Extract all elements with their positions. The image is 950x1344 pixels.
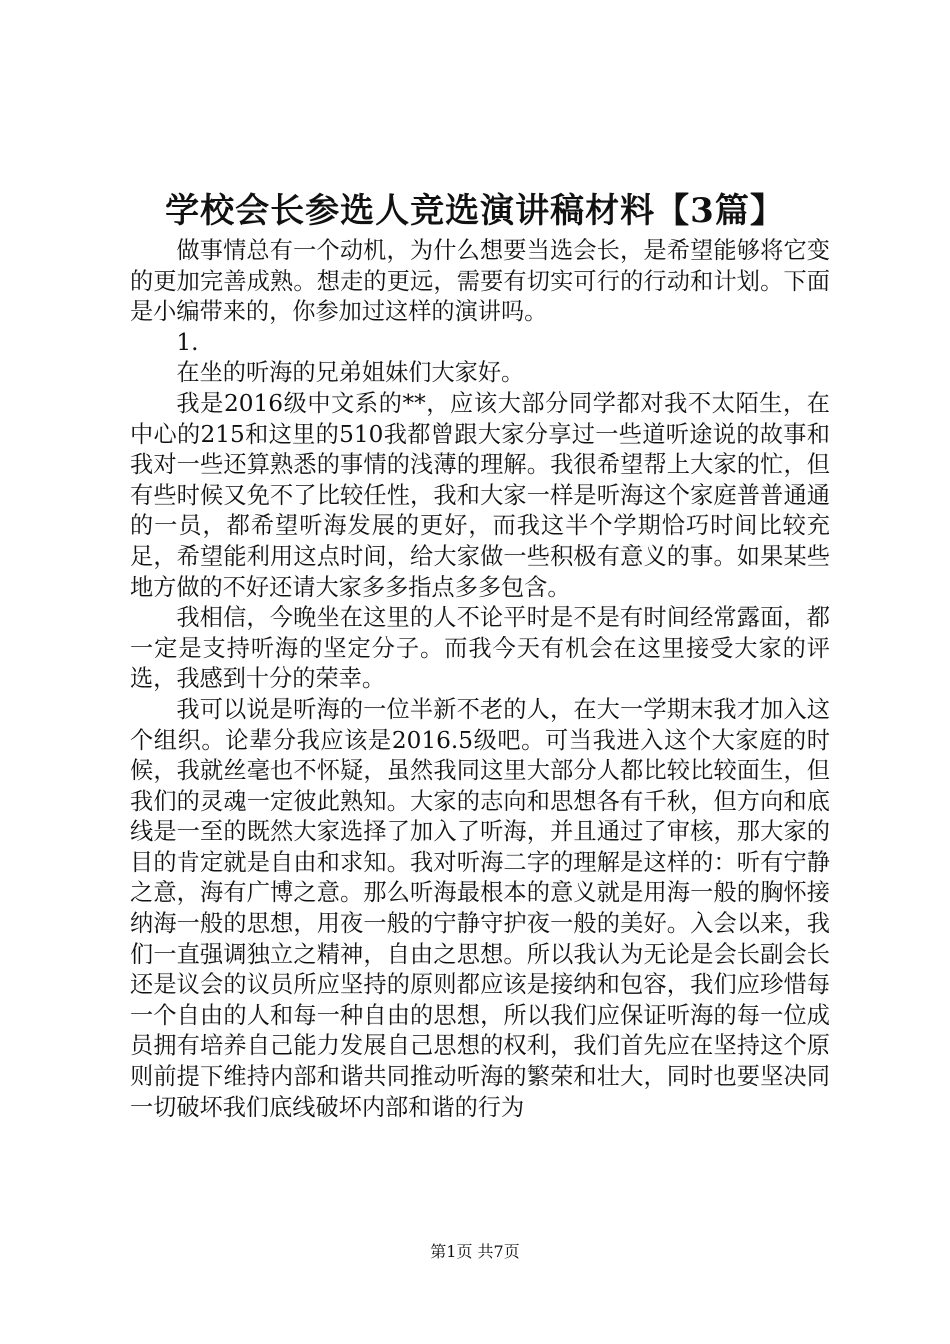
section-number: 1. <box>176 328 199 356</box>
document-body <box>130 236 830 1123</box>
body-paragraph: 我可以说是听海的一位半新不老的人，在大一学期末我才加入这个组织。论辈分我应该是2016.5级吧。可当我进入这个大家庭的时候，我就丝毫也不怀疑，虽然我同这里大部分人都比较比较面生，但我们的灵魂一定彼此熟知。大家的志向和思想各有千秋，但方向和底线是一至的既然大家选择了加入了听海，并且通过了审核，那大家的目的肯定就是自由和求知。我对听海二字的理解是这样的：听有宁静之意，海有广博之意。那么听海最根本的意义就是用海一般的胸怀接纳海一般的思想，用夜一般的宁静守护夜一般的美好。入会以来，我们一直强调独立之精神，自由之思想。所以我认为无论是会长副会长还是议会的议员所应坚持的原则都应该是接纳和包容，我们应珍惜每一个自由的人和每一种自由的思想，所以我们应保证听海的每一位成员拥有培养自己能力发展自己思想的权利，我们首先应在坚持这个原则前提下维持内部和谐共同推动听海的繁荣和壮大，同时也要坚决同一切破坏我们底线破坏内部和谐的行为 <box>130 695 830 1121</box>
body-paragraph: 我相信，今晚坐在这里的人不论平时是不是有时间经常露面，都一定是支持听海的坚定分子。而我今天有机会在这里接受大家的评选，我感到十分的荣幸。 <box>130 604 830 693</box>
body-paragraph: 我是2016级中文系的**，应该大部分同学都对我不太陌生，在中心的215和这里的510我都曾跟大家分享过一些道听途说的故事和我对一些还算熟悉的事情的浅薄的理解。我很希望帮上大家的忙，但有些时候又免不了比较任性，我和大家一样是听海这个家庭普普通通的一员，都希望听海发展的更好，而我这半个学期恰巧时间比较充足，希望能利用这点时间，给大家做一些积极有意义的事。如果某些地方做的不好还请大家多多指点多多包含。 <box>130 389 830 601</box>
intro-paragraph: 做事情总有一个动机，为什么想要当选会长，是希望能够将它变的更加完善成熟。想走的更远，需要有切实可行的行动和计划。下面是小编带来的，你参加过这样的演讲吗。 <box>130 237 830 326</box>
page-footer: 第1页 共7页 <box>430 1242 520 1261</box>
document-title: 学校会长参选人竞选演讲稿材料【3篇】 <box>165 191 785 231</box>
greeting-paragraph: 在坐的听海的兄弟姐妹们大家好。 <box>176 359 525 387</box>
